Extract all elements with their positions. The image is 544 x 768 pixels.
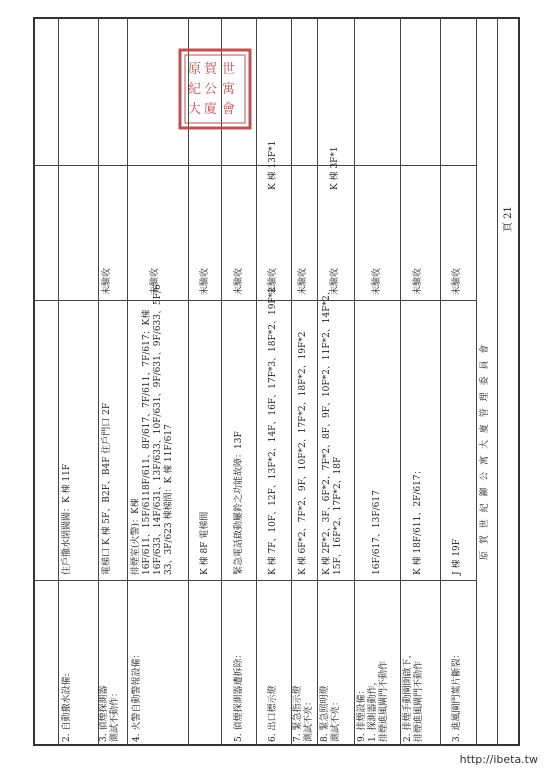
svg-text:公: 公 [204,82,218,97]
row-result: 未驗收 [150,267,160,295]
column-divider [256,17,257,746]
organization-footer: 原 賀 世 紀 鉚 公 寓 大 廈 管 理 委 員 會 [480,342,490,560]
column-divider [317,17,318,746]
row-location: K 棟 6F*2、7F*2、9F、10F*2、17F*2、18F*2、19F*2 [298,331,308,575]
row-result: 未驗收 [268,267,278,295]
row-result: 未驗收 [102,267,112,295]
row-location: K 棟 7F、10F、12F、13F*2、14F、16F、17F*3、18F*2、19F*2 [268,287,278,575]
column-divider [98,17,99,746]
column-divider [400,17,401,746]
row-result: 未驗收 [452,267,462,295]
svg-text:廈: 廈 [204,102,218,117]
row-location: 排煙室(火警)：K棟 16F/611、15F/6118F/611、8F/617、7F/611、7F/617；K棟 16F/633、14F/631、13F/633、10F/631、9F/631、9F/633、5F/6 33、3F/623 棟梯間：K 棟 11F/617 [131,284,174,575]
svg-text:賀: 賀 [204,62,218,77]
column-divider [127,17,128,746]
row-location: K 棟 8F 電梯間 [200,511,210,575]
row-note: K 棟 13F*1 [268,140,278,190]
svg-text:大: 大 [188,102,202,117]
svg-text:紀: 紀 [188,82,202,97]
row-note: K 棟 3F*1 [330,146,340,190]
svg-text:原: 原 [188,62,202,77]
row-result: 未驗收 [372,267,382,295]
svg-text:寓: 寓 [222,82,236,97]
row-location: 電梯口 K 棟 5F、B2F、B4F 住戶門口 2F [102,402,112,575]
row-item: 3. 進風閘門葉片斷裂： [452,649,462,742]
page-number: 頁 21 [503,206,514,232]
row-location: 16F/617、13F/617 [372,490,382,575]
seal-stamp-icon [178,48,252,130]
row-location: 緊急電話啟動屢鈴之功能故障：13F [234,431,244,575]
row-result: 未驗收 [234,267,244,295]
row-divider [33,300,476,301]
column-divider [497,17,498,746]
row-item: 9. 排煙設備： 1. 探測器動作， 排煙進風閘門不動作 [357,660,389,742]
row-result: 未驗收 [413,267,423,295]
row-divider [33,580,476,581]
column-divider [354,17,355,746]
row-item: 2. 排煙手動閘開啟下， 排煙進風閘門不動作 [403,649,424,742]
site-watermark: http://ibeta.tw [459,753,538,766]
svg-text:世: 世 [222,62,236,77]
row-location: J 棟 19F [452,538,462,575]
column-divider [476,17,477,746]
row-result: 未驗收 [200,267,210,295]
row-location: K 棟 2F*2、3F、6F*2、7F*2、8F、9F、10F*2、11F*2、14F*2、 15F、16F*2、17F*2、18F [322,286,343,575]
row-item: 6. 出口標示燈 [268,685,278,742]
row-item: 5. 偵煙探測器遭拆除： [234,649,244,742]
row-item: 3. 偵煙探測器 測試不動作： [99,685,120,742]
row-item: 7. 緊急指示燈 測試不亮： [293,685,314,742]
row-location: K 棟 18F/611、2F/617； [413,465,423,575]
column-divider [440,17,441,746]
column-divider [291,17,292,746]
row-result: 未驗收 [330,267,340,295]
row-result: 未驗收 [298,267,308,295]
row-item: 2. 自動撒水設備: [62,673,72,742]
column-divider [58,17,59,746]
row-item: 8. 緊急照明燈 測試不亮： [320,685,341,742]
row-divider [33,165,476,166]
row-location: 住戶撒水閉閥閥：K 棟 11F [62,463,72,575]
svg-text:會: 會 [222,102,236,117]
row-item: 4. 火警自動警報設備： [132,649,142,742]
